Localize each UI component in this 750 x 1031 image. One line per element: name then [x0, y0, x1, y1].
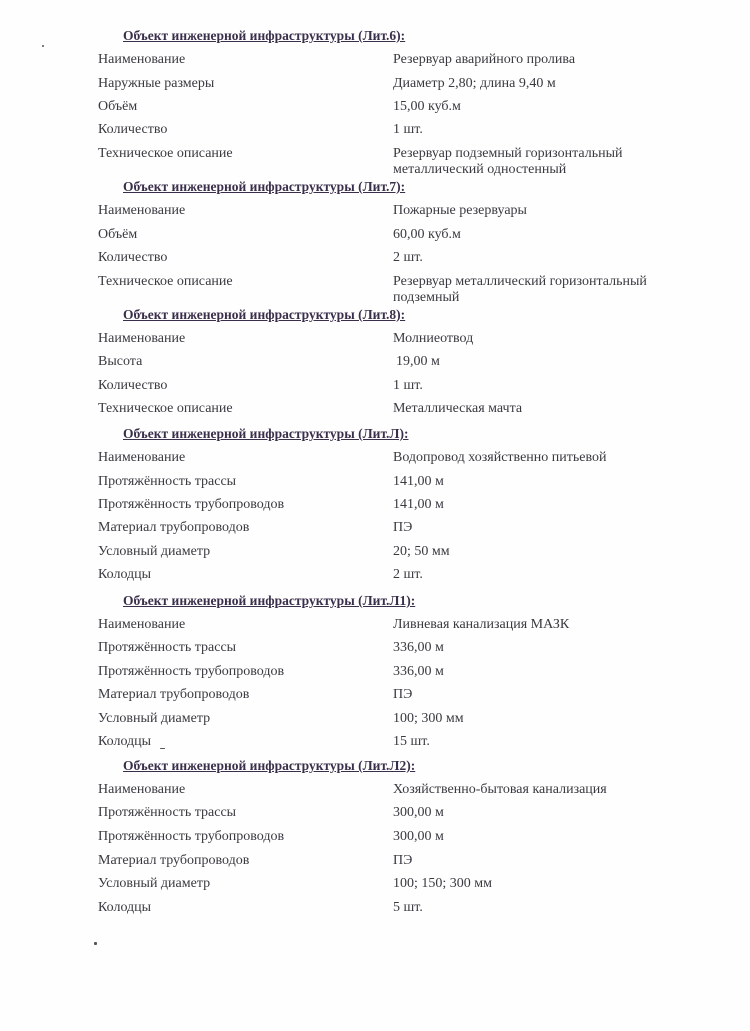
row-label: Колодцы: [98, 734, 152, 749]
row-label: Количество: [98, 122, 168, 137]
row-value: ПЭ: [393, 520, 413, 535]
table-row: [0, 617, 750, 641]
row-label: Объём: [98, 227, 138, 242]
table-row: [0, 664, 750, 688]
row-value: 15,00 куб.м: [393, 99, 461, 114]
row-label: Протяжённость трубопроводов: [98, 497, 285, 512]
section-title: Объект инженерной инфраструктуры (Лит.7):: [123, 179, 406, 194]
table-row: [0, 354, 750, 378]
row-value: Молниеотвод: [393, 331, 474, 346]
row-label: Протяжённость трубопроводов: [98, 829, 285, 844]
table-row: [0, 876, 750, 900]
row-value: Водопровод хозяйственно питьевой: [393, 450, 607, 465]
table-row: [0, 227, 750, 251]
row-value: 100; 300 мм: [393, 711, 464, 726]
row-value: 15 шт.: [393, 734, 430, 749]
row-label: Материал трубопроводов: [98, 853, 250, 868]
row-value: 141,00 м: [393, 497, 444, 512]
scan-speck: [94, 942, 97, 945]
row-value: 300,00 м: [393, 805, 444, 820]
table-row: [0, 122, 750, 146]
table-row: [0, 497, 750, 521]
scan-speck: [160, 748, 165, 749]
row-value: Диаметр 2,80; длина 9,40 м: [393, 76, 556, 91]
row-value: ПЭ: [393, 687, 413, 702]
row-label: Наименование: [98, 450, 186, 465]
row-value: 300,00 м: [393, 829, 444, 844]
section-title: Объект инженерной инфраструктуры (Лит.8):: [123, 307, 406, 322]
table-row: [0, 331, 750, 355]
row-label: Высота: [98, 354, 143, 369]
row-label: Протяжённость трассы: [98, 805, 237, 820]
row-label: Условный диаметр: [98, 544, 211, 559]
section-title: Объект инженерной инфраструктуры (Лит.Л2):: [123, 758, 416, 773]
row-value: 19,00 м: [396, 354, 440, 369]
table-row: [0, 378, 750, 402]
row-value: 1 шт.: [393, 378, 423, 393]
row-value: 336,00 м: [393, 664, 444, 679]
row-value: 20; 50 мм: [393, 544, 450, 559]
row-value: Резервуар металлический горизонтальный подземный: [393, 274, 647, 305]
table-row: [0, 520, 750, 544]
row-label: Протяжённость трассы: [98, 640, 237, 655]
scan-speck: [42, 45, 44, 47]
table-row: [0, 711, 750, 735]
row-label: Протяжённость трассы: [98, 474, 237, 489]
table-row: [0, 450, 750, 474]
row-label: Наружные размеры: [98, 76, 215, 91]
row-value: 60,00 куб.м: [393, 227, 461, 242]
row-value: Хозяйственно-бытовая канализация: [393, 782, 607, 797]
row-label: Наименование: [98, 331, 186, 346]
row-label: Условный диаметр: [98, 711, 211, 726]
row-label: Условный диаметр: [98, 876, 211, 891]
row-label: Количество: [98, 378, 168, 393]
table-row: [0, 250, 750, 274]
table-row: [0, 567, 750, 591]
row-value: 2 шт.: [393, 250, 423, 265]
row-value: Металлическая мачта: [393, 401, 523, 416]
table-row: [0, 734, 750, 758]
row-value: 336,00 м: [393, 640, 444, 655]
row-label: Наименование: [98, 782, 186, 797]
row-label: Колодцы: [98, 900, 152, 915]
row-label: Наименование: [98, 203, 186, 218]
row-value: ПЭ: [393, 853, 413, 868]
row-value: 100; 150; 300 мм: [393, 876, 492, 891]
table-row: [0, 687, 750, 711]
table-row: [0, 640, 750, 664]
section-title: Объект инженерной инфраструктуры (Лит.Л1):: [123, 593, 416, 608]
table-row: [0, 76, 750, 100]
row-label: Объём: [98, 99, 138, 114]
row-label: Наименование: [98, 52, 186, 67]
table-row: [0, 146, 750, 177]
table-row: [0, 99, 750, 123]
section-title: Объект инженерной инфраструктуры (Лит.6):: [123, 28, 406, 43]
section-title: Объект инженерной инфраструктуры (Лит.Л):: [123, 426, 409, 441]
row-label: Колодцы: [98, 567, 152, 582]
row-label: Техническое описание: [98, 146, 233, 161]
row-label: Протяжённость трубопроводов: [98, 664, 285, 679]
table-row: [0, 805, 750, 829]
table-row: [0, 474, 750, 498]
table-row: [0, 401, 750, 425]
table-row: [0, 900, 750, 924]
row-label: Количество: [98, 250, 168, 265]
table-row: [0, 274, 750, 305]
table-row: [0, 829, 750, 853]
row-value: Ливневая канализация МАЗК: [393, 617, 570, 632]
row-label: Техническое описание: [98, 274, 233, 289]
table-row: [0, 853, 750, 877]
row-label: Материал трубопроводов: [98, 520, 250, 535]
row-value: Пожарные резервуары: [393, 203, 527, 218]
row-value: Резервуар аварийного пролива: [393, 52, 576, 67]
row-value: 5 шт.: [393, 900, 423, 915]
table-row: [0, 203, 750, 227]
row-value: 141,00 м: [393, 474, 444, 489]
table-row: [0, 782, 750, 806]
table-row: [0, 52, 750, 76]
table-row: [0, 544, 750, 568]
row-label: Техническое описание: [98, 401, 233, 416]
row-label: Наименование: [98, 617, 186, 632]
row-value: 1 шт.: [393, 122, 423, 137]
row-label: Материал трубопроводов: [98, 687, 250, 702]
row-value: 2 шт.: [393, 567, 423, 582]
row-value: Резервуар подземный горизонтальный металлический одностенный: [393, 146, 623, 177]
